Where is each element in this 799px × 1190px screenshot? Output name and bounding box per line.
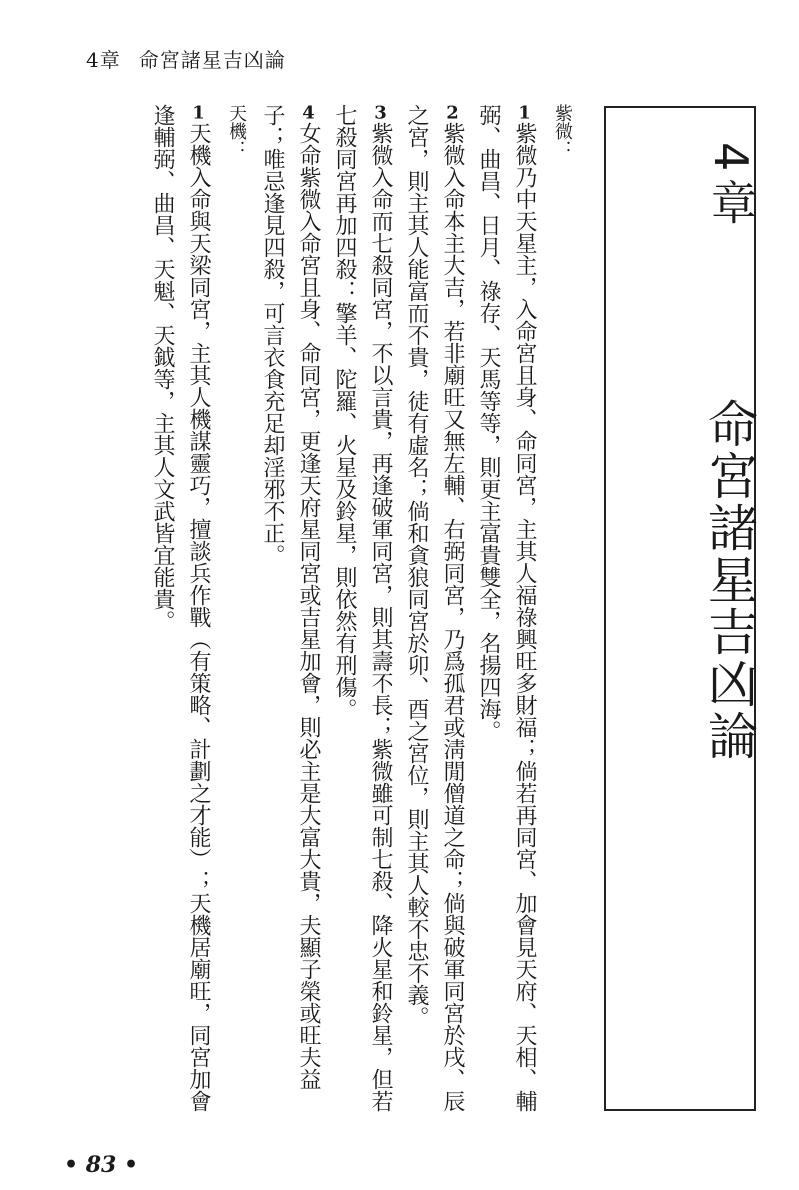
section-heading-ziwei: 紫微： <box>552 104 573 158</box>
paragraph <box>470 104 542 1114</box>
paragraph-text: 紫微入命本主大吉，若非廟旺又無左輔、右弼同宮，乃爲孤君或淸閒僧道之命；倘與破軍同宮於戌、辰之宮，則主其人能富而不貴，徒有虛名；倘和貪狼同宮於卯、酉之宮位，則主其人較不忠不義。 <box>404 104 465 1112</box>
running-head-title: 命宮諸星吉凶論 <box>138 48 286 72</box>
paragraph-number: 3 <box>374 104 387 122</box>
paragraph-text: 天機入命與天梁同宮，主其人機謀靈巧，擅談兵作戰（有策略、計劃之才能）；天機居廟旺，同宮加會逢輔弼、曲昌、天魁、天鉞等，主其人文武皆宜能貴。 <box>150 104 211 1112</box>
paragraph-text: 紫微乃中天星主，入命宮且身、命同宮，主其人福祿興旺多財福；倘若再同宮、加會見天府、天相、輔弼、曲昌、日月、祿存、天馬等等，則更主富貴雙全，名揚四海。 <box>476 104 537 1112</box>
running-head <box>86 44 286 73</box>
paragraph-number: 1 <box>192 104 205 122</box>
paragraph-text: 女命紫微入命宮且身、命同宮，更逢天府星同宮或吉星加會，則必主是大富大貴，夫顯子榮或旺夫益子；唯忌逢見四殺，可言衣食充足却淫邪不正。 <box>260 104 321 1090</box>
paragraph-text: 紫微入命而七殺同宮，不以言貴，再逢破軍同宮，則其壽不長；紫微雖可制七殺、降火星和鈴星，但若七殺同宮再加四殺：擎羊、陀羅、火星及鈴星，則依然有刑傷。 <box>332 104 393 1112</box>
running-head-chapter: 4章 <box>86 48 121 72</box>
chapter-title-box <box>604 106 756 1111</box>
paragraph-number: 4 <box>302 104 315 122</box>
page-number: • 83 • <box>64 1152 139 1178</box>
section-heading-tianji: 天機： <box>226 104 247 158</box>
paragraph <box>326 104 398 1114</box>
chapter-number: 4章 <box>704 142 758 234</box>
paragraph <box>144 104 216 1114</box>
paragraph <box>398 104 470 1114</box>
body-text <box>110 104 580 1114</box>
chapter-title: 命宮諸星吉凶論 <box>700 398 758 762</box>
paragraph-number: 1 <box>518 104 531 122</box>
paragraph <box>254 104 326 1114</box>
paragraph-number: 2 <box>446 104 459 122</box>
